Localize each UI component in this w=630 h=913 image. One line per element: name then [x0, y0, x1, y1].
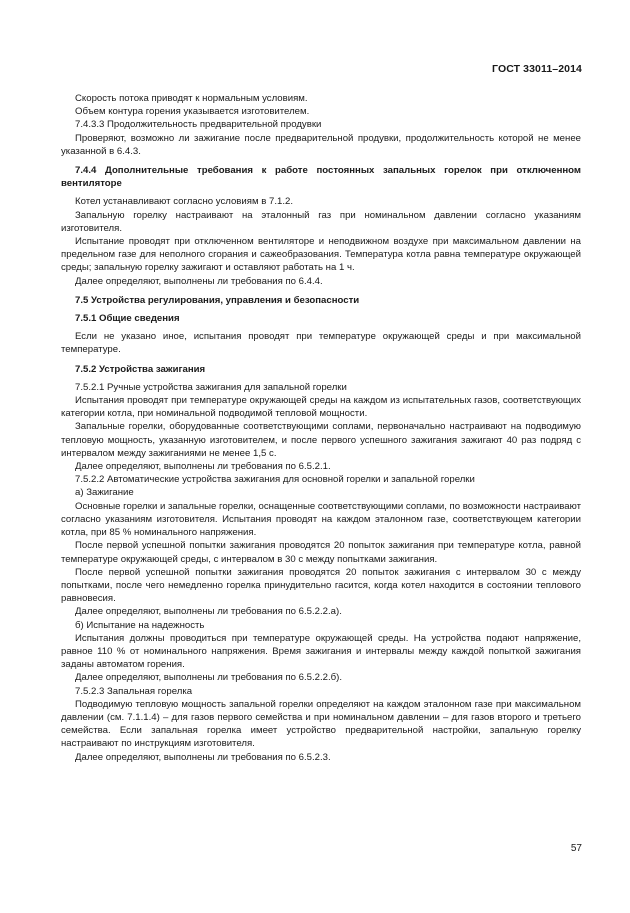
- subclause-title: 7.5.2.3 Запальная горелка: [75, 685, 193, 697]
- section-heading-7-4-4: 7.4.4 Дополнительные требования к работе постоянных запальных горелок при отключенном вентиляторе: [61, 165, 581, 190]
- paragraph: Основные горелки и запальные горелки, оснащенные соответствующими соплами, по возможности настраивают согласно указаниям изготовителя. Испытания проводят на каждом эталонном газе, соответствующем категории котла, при 85 % номинального напряжения.: [61, 500, 582, 539]
- paragraph: Подводимую тепловую мощность запальной горелки определяют на каждом эталонном газе при максимальном давлении (см. 7.1.1.4) – для газов первого семейства и при номинальном давлении – для газов второго и третьего семейства. Если запальная горелка имеет устройство предварительной настройки, запальную горелку настраивают по инструкциям изготовителя.: [61, 698, 581, 750]
- paragraph: Далее определяют, выполнены ли требования по 6.5.2.2.б).: [75, 672, 343, 684]
- section-heading-7-5-1: 7.5.1 Общие сведения: [75, 313, 180, 325]
- paragraph: Проверяют, возможно ли зажигание после предварительной продувки, продолжительность которой не менее указанной в 6.4.3.: [61, 132, 581, 157]
- paragraph: Далее определяют, выполнены ли требования по 6.4.4.: [75, 275, 323, 287]
- page-number: 57: [570, 843, 582, 854]
- paragraph: Испытания должны проводиться при температуре окружающей среды. На устройства подают напряжение, равное 110 % от номинального напряжения. Время зажигания и интервалы между каждой попыткой зажигания заданы автоматом горения.: [61, 632, 581, 671]
- section-heading-7-5: 7.5 Устройства регулирования, управления и безопасности: [75, 294, 360, 306]
- paragraph: Далее определяют, выполнены ли требования по 6.5.2.2.а).: [75, 606, 342, 618]
- paragraph: Запальные горелки, оборудованные соответствующими соплами, первоначально настраивают на подводимую тепловую мощность, указанную изготовителем, и после первого успешного зажигания зажигают 40 раз подряд с интервалом между зажиганиями не менее 1,5 с.: [61, 421, 581, 459]
- paragraph: Испытание проводят при отключенном вентиляторе и неподвижном воздухе при максимальном давлении на предельном газе для неполного сгорания и сажеобразования. Температура котла равна температуре окружающей среды; запальную горелку зажигают и оставляют работать на 1 ч.: [61, 236, 581, 274]
- document-body: [61, 92, 581, 764]
- subclause-title: 7.5.2.2 Автоматические устройства зажигания для основной горелки и запальной горелки: [75, 474, 475, 486]
- subclause-title: 7.4.3.3 Продолжительность предварительной продувки: [75, 119, 322, 131]
- paragraph: Далее определяют, выполнены ли требования по 6.5.2.3.: [75, 751, 331, 763]
- paragraph: Скорость потока приводят к нормальным условиям.: [75, 93, 308, 104]
- paragraph: Запальную горелку настраивают на эталонный газ при номинальном давлении согласно указаниям изготовителя.: [61, 209, 581, 234]
- section-heading-7-5-2: 7.5.2 Устройства зажигания: [75, 363, 206, 375]
- paragraph: После первой успешной попытки зажигания проводятся 20 попыток зажигания с интервалом 30 с между попытками, после чего немедленно горелка принудительно гасится, когда котел находится в состоянии теплового равновесия.: [61, 566, 581, 605]
- paragraph: Далее определяют, выполнены ли требования по 6.5.2.1.: [75, 461, 331, 473]
- standard-header: ГОСТ 33011–2014: [492, 63, 582, 75]
- paragraph: Испытания проводят при температуре окружающей среды на каждом из испытательных газов, соответствующих категории котла, при номинальной подводимой тепловой мощности.: [61, 395, 581, 420]
- list-item-a: а) Зажигание: [75, 487, 134, 499]
- list-item-b: б) Испытание на надежность: [75, 619, 205, 631]
- paragraph: После первой успешной попытки зажигания проводятся 20 попыток зажигания при температуре котла, равной температуре окружающей среды, с интервалом в 30 с между попытками зажигания.: [61, 540, 581, 565]
- paragraph: Котел устанавливают согласно условиям в 7.1.2.: [75, 196, 293, 208]
- paragraph: Если не указано иное, испытания проводят при температуре окружающей среды и при максимальной температуре.: [61, 331, 581, 356]
- subclause-title: 7.5.2.1 Ручные устройства зажигания для запальной горелки: [75, 381, 347, 393]
- paragraph: Объем контура горения указывается изготовителем.: [75, 106, 310, 118]
